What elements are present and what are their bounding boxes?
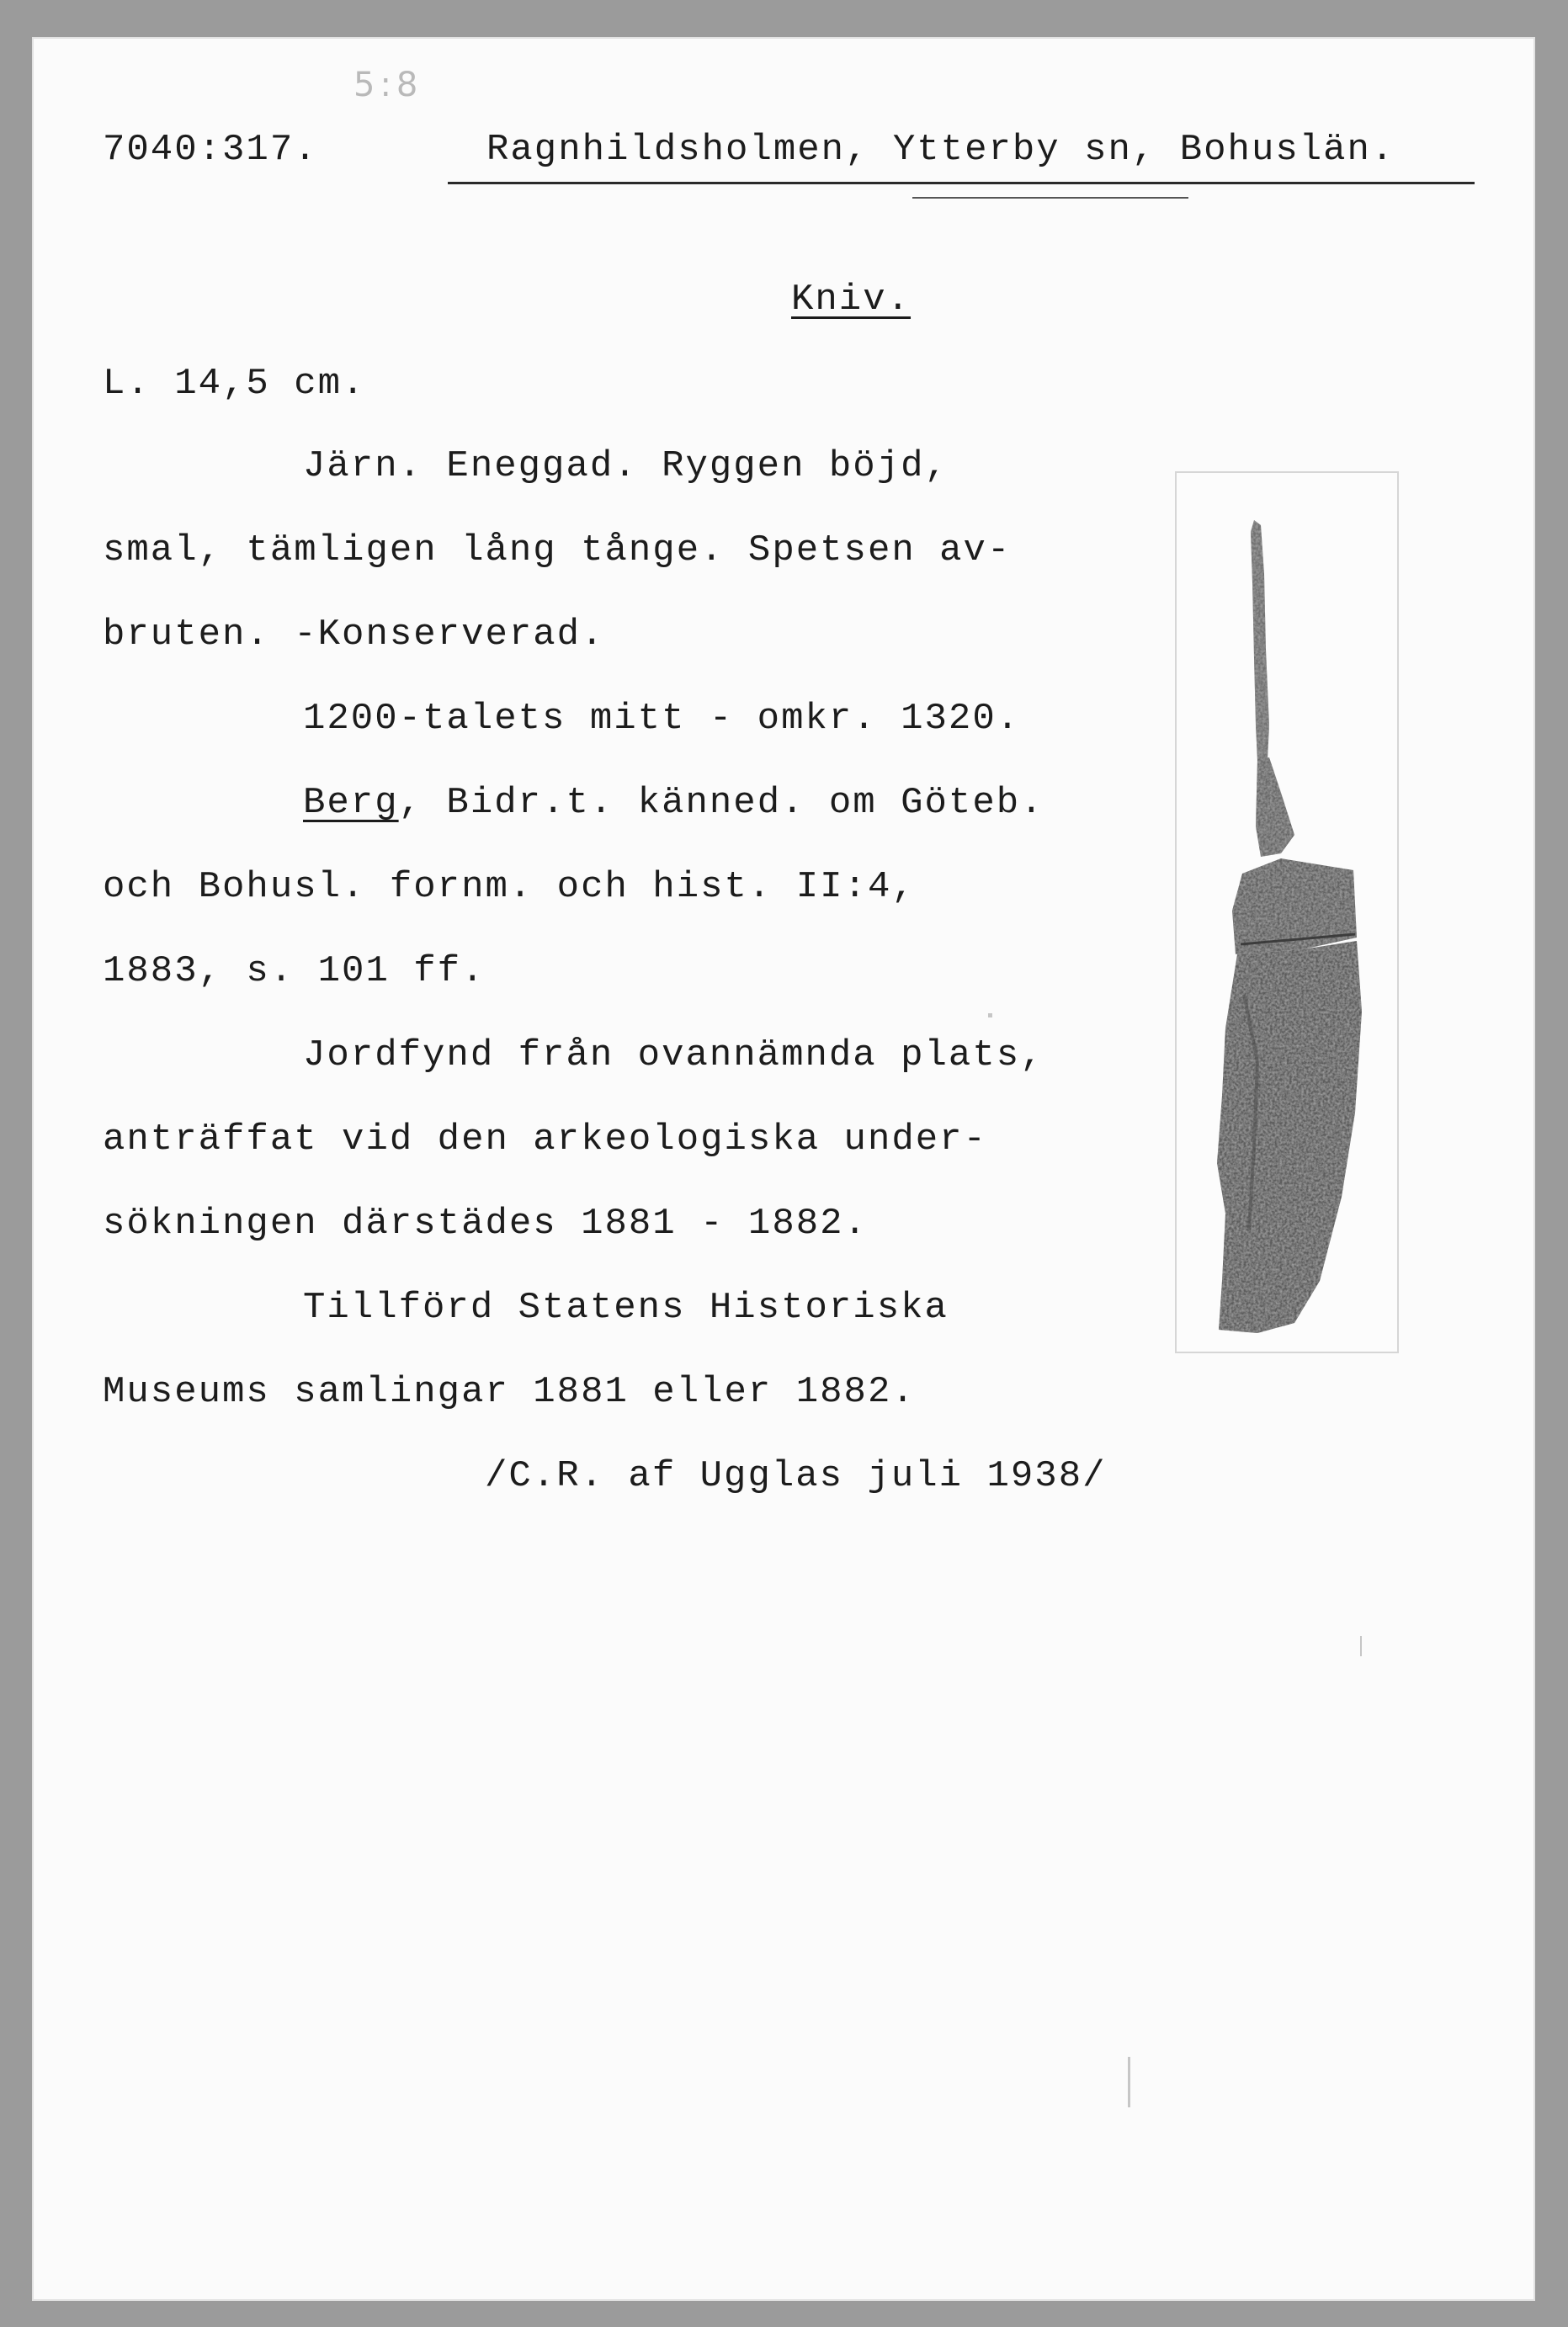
measurement: L. 14,5 cm.: [103, 363, 366, 405]
knife-tang: [1251, 520, 1269, 761]
catalog-card: [32, 37, 1535, 2301]
location-underline: [448, 182, 1475, 184]
knife-photo: [1175, 471, 1399, 1353]
knife-blade: [1217, 941, 1362, 1333]
description-line-3: bruten. -Konserverad.: [103, 614, 605, 656]
find-line-2: anträffat vid den arkeologiska under-: [103, 1118, 987, 1161]
find-line-1: Jordfynd från ovannämnda plats,: [303, 1034, 1044, 1076]
knife-shoulder: [1256, 757, 1294, 857]
stain-mark: [1128, 2057, 1130, 2107]
location-underline-short: [912, 197, 1188, 199]
reference-rest: , Bidr.t. känned. om Göteb.: [398, 782, 1044, 824]
stain-mark: [988, 1013, 992, 1017]
object-title: Kniv.: [791, 279, 912, 321]
find-line-3: sökningen därstädes 1881 - 1882.: [103, 1203, 868, 1245]
reference-line-2: och Bohusl. fornm. och hist. II:4,: [103, 866, 916, 908]
acquisition-line-2: Museums samlingar 1881 eller 1882.: [103, 1371, 916, 1413]
description-line-1: Järn. Eneggad. Ryggen böjd,: [303, 445, 949, 487]
pencil-note: 5:8: [353, 66, 423, 104]
reference-line-1: [303, 781, 1044, 825]
dating: 1200-talets mitt - omkr. 1320.: [303, 698, 1021, 740]
catalog-number: 7040:317.: [103, 129, 318, 171]
description-line-2: smal, tämligen lång tånge. Spetsen av-: [103, 529, 1012, 571]
acquisition-line-1: Tillförd Statens Historiska: [303, 1287, 949, 1329]
signature: /C.R. af Ugglas juli 1938/: [485, 1455, 1107, 1497]
reference-line-3: 1883, s. 101 ff.: [103, 950, 486, 992]
location-heading: Ragnhildsholmen, Ytterby sn, Bohuslän.: [486, 129, 1395, 171]
reference-author: Berg: [303, 782, 399, 824]
stain-mark: [1360, 1636, 1362, 1656]
knife-image: [1177, 473, 1397, 1352]
